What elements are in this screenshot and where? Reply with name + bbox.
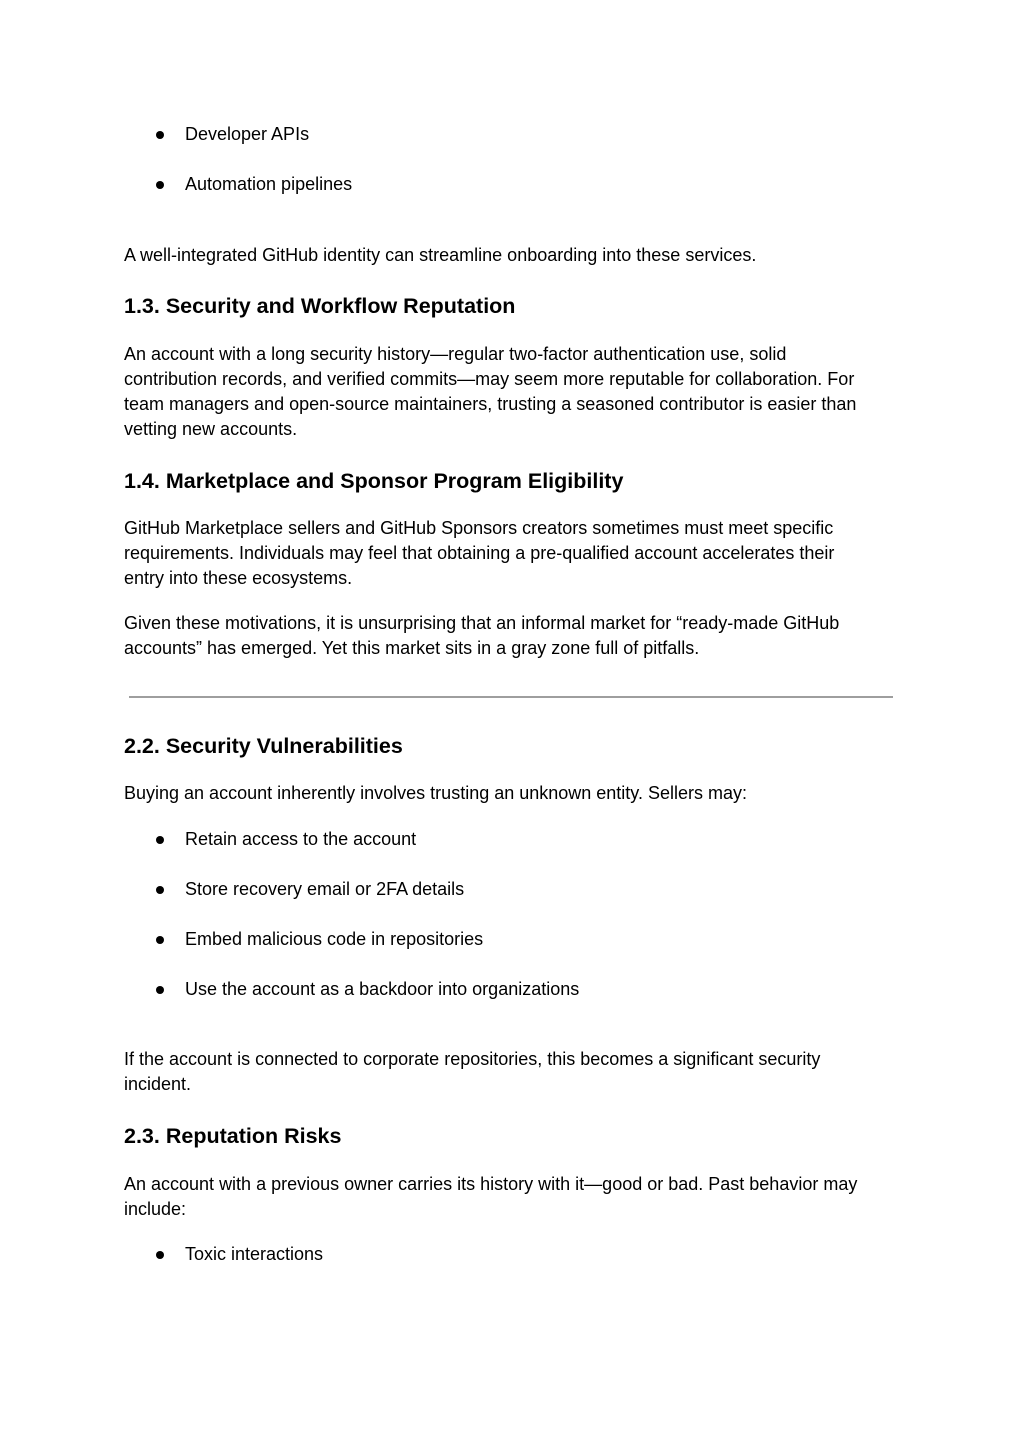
text-line: An account with a previous owner carries its history with it—good or bad. Past behavior may: [124, 1174, 858, 1194]
heading-2-3: 2.3. Reputation Risks: [124, 1124, 342, 1148]
text-line: vetting new accounts.: [124, 419, 298, 439]
list-item: Toxic interactions: [185, 1244, 324, 1264]
text-line: incident.: [124, 1074, 192, 1094]
horizontal-divider: [129, 696, 893, 698]
bullet-icon: [156, 836, 164, 844]
text-line: GitHub Marketplace sellers and GitHub Sponsors creators sometimes must meet specific: [124, 518, 834, 538]
list-item: Use the account as a backdoor into organizations: [185, 979, 580, 999]
text-line: entry into these ecosystems.: [124, 568, 353, 588]
list-item: Retain access to the account: [185, 829, 417, 849]
bullet-icon: [156, 131, 164, 139]
paragraph-2-2-intro: Buying an account inherently involves trusting an unknown entity. Sellers may:: [124, 783, 748, 803]
text-line: contribution records, and verified commits—may seem more reputable for collaboration. For: [124, 369, 855, 389]
list-item: Developer APIs: [185, 124, 310, 144]
text-line: An account with a long security history—regular two-factor authentication use, solid: [124, 344, 787, 364]
text-line: accounts” has emerged. Yet this market sits in a gray zone full of pitfalls.: [124, 638, 700, 658]
text-line: team managers and open-source maintainers, trusting a seasoned contributor is easier than: [124, 394, 857, 414]
text-line: Given these motivations, it is unsurprising that an informal market for “ready-made GitHub: [124, 613, 840, 633]
list-item: Automation pipelines: [185, 174, 353, 194]
bullet-icon: [156, 886, 164, 894]
list-item: Store recovery email or 2FA details: [185, 879, 465, 899]
bullet-icon: [156, 181, 164, 189]
text-line: requirements. Individuals may feel that obtaining a pre-qualified account accelerates their: [124, 543, 835, 563]
bullet-icon: [156, 936, 164, 944]
bullet-icon: [156, 1251, 164, 1259]
heading-2-2: 2.2. Security Vulnerabilities: [124, 734, 403, 758]
text-line: If the account is connected to corporate repositories, this becomes a significant security: [124, 1049, 821, 1069]
heading-1-3: 1.3. Security and Workflow Reputation: [124, 294, 516, 318]
paragraph-integrated: A well-integrated GitHub identity can streamline onboarding into these services.: [124, 245, 757, 265]
bullet-icon: [156, 986, 164, 994]
heading-1-4: 1.4. Marketplace and Sponsor Program Eligibility: [124, 469, 624, 493]
text-line: include:: [124, 1199, 187, 1219]
list-item: Embed malicious code in repositories: [185, 929, 484, 949]
